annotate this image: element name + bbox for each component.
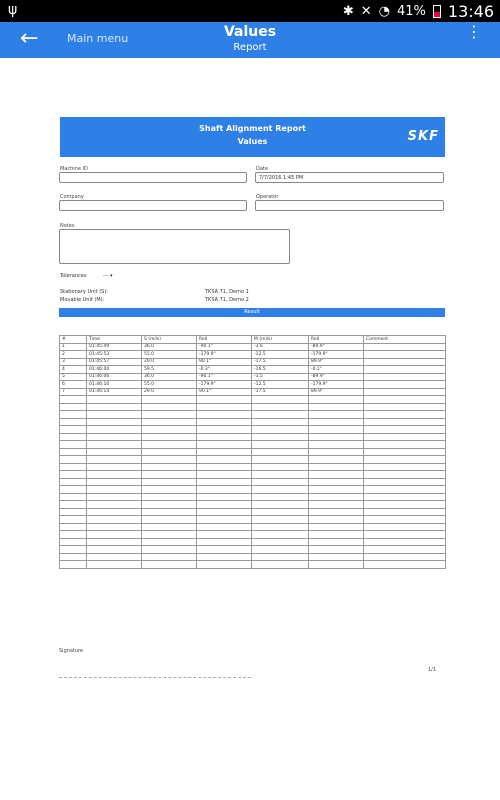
- table-cell: [142, 471, 197, 479]
- table-cell: -17.5: [252, 388, 309, 396]
- table-cell: [309, 508, 364, 516]
- signature-label: Signature: [59, 648, 84, 654]
- table-row: [60, 538, 446, 546]
- table-cell: [309, 478, 364, 486]
- table-cell: 7: [60, 388, 87, 396]
- table-cell: [142, 456, 197, 464]
- table-cell: [60, 418, 87, 426]
- table-row: [60, 373, 446, 381]
- table-row: [60, 381, 446, 389]
- table-cell: [197, 531, 252, 539]
- table-cell: 01:45:49: [87, 343, 142, 351]
- table-cell: 01:45:53: [87, 351, 142, 359]
- table-cell: [252, 523, 309, 531]
- table-cell: [309, 523, 364, 531]
- table-cell: -0.1°: [309, 366, 364, 374]
- table-cell: [364, 388, 446, 396]
- table-cell: [309, 411, 364, 419]
- page-number: 1/1: [428, 667, 437, 673]
- table-cell: [87, 463, 142, 471]
- table-cell: [252, 561, 309, 569]
- table-cell: [197, 456, 252, 464]
- table-cell: -179.9°: [197, 381, 252, 389]
- table-row: [60, 531, 446, 539]
- table-cell: [309, 553, 364, 561]
- table-cell: 29.0: [142, 388, 197, 396]
- table-row: [60, 411, 446, 419]
- table-cell: [197, 441, 252, 449]
- table-cell: 01:46:14: [87, 388, 142, 396]
- table-row: [60, 433, 446, 441]
- table-cell: 89.9°: [309, 388, 364, 396]
- table-cell: 55.0: [142, 381, 197, 389]
- table-cell: [87, 433, 142, 441]
- stationary-unit-value: TKSA 71, Demo 1: [205, 289, 249, 295]
- table-row: [60, 523, 446, 531]
- movable-unit-value: TKSA 71, Demo 2: [205, 297, 249, 303]
- table-row: [60, 463, 446, 471]
- table-cell: -179.9°: [309, 381, 364, 389]
- overflow-menu-icon[interactable]: ⋮: [466, 22, 482, 41]
- table-cell: [87, 546, 142, 554]
- table-cell: [364, 351, 446, 359]
- table-cell: [364, 463, 446, 471]
- table-cell: [87, 471, 142, 479]
- table-cell: [87, 493, 142, 501]
- table-cell: [142, 411, 197, 419]
- table-row: [60, 561, 446, 569]
- table-cell: [87, 538, 142, 546]
- table-cell: [252, 433, 309, 441]
- table-cell: -90.1°: [197, 343, 252, 351]
- table-cell: [309, 501, 364, 509]
- notes-field[interactable]: [59, 229, 290, 264]
- table-cell: [60, 531, 87, 539]
- status-bar: [0, 0, 500, 22]
- table-cell: [252, 493, 309, 501]
- table-cell: [364, 358, 446, 366]
- table-row: [60, 403, 446, 411]
- stationary-unit-label: Stationary Unit (S):: [60, 289, 108, 295]
- table-cell: [252, 478, 309, 486]
- table-cell: [252, 538, 309, 546]
- table-cell: -90.1°: [197, 373, 252, 381]
- table-cell: [364, 546, 446, 554]
- table-cell: [364, 381, 446, 389]
- table-cell: [364, 343, 446, 351]
- table-cell: [142, 486, 197, 494]
- table-cell: [364, 501, 446, 509]
- table-row: [60, 471, 446, 479]
- page-title: Values: [223, 24, 277, 40]
- table-cell: [309, 418, 364, 426]
- table-cell: 3: [60, 358, 87, 366]
- app-bar: [0, 22, 500, 58]
- table-cell: [87, 516, 142, 524]
- table-cell: [252, 553, 309, 561]
- table-cell: -12.5: [252, 381, 309, 389]
- table-header-row: [60, 336, 446, 344]
- movable-unit-label: Movable Unit (M):: [60, 297, 105, 303]
- table-row: [60, 456, 446, 464]
- table-cell: [252, 471, 309, 479]
- skf-logo: SKF: [407, 129, 439, 144]
- table-cell: [142, 538, 197, 546]
- table-cell: [197, 553, 252, 561]
- back-arrow-icon[interactable]: ←: [20, 26, 39, 51]
- table-cell: [87, 426, 142, 434]
- report-subtitle: Values: [237, 137, 268, 146]
- usb-icon: ψ: [8, 2, 18, 18]
- table-cell: [197, 403, 252, 411]
- table-cell: [60, 546, 87, 554]
- table-cell: 89.9°: [309, 358, 364, 366]
- table-cell: [87, 403, 142, 411]
- table-cell: [364, 523, 446, 531]
- main-menu-link[interactable]: Main menu: [67, 32, 129, 45]
- table-cell: 6: [60, 381, 87, 389]
- table-cell: [197, 538, 252, 546]
- table-cell: [364, 561, 446, 569]
- table-row: [60, 508, 446, 516]
- tolerances-select[interactable]: --- ▾: [103, 273, 113, 279]
- col-time-header: Time: [87, 336, 142, 344]
- table-cell: [309, 531, 364, 539]
- table-cell: [87, 561, 142, 569]
- table-cell: [87, 523, 142, 531]
- machine-id-field[interactable]: [59, 172, 247, 183]
- table-cell: [87, 478, 142, 486]
- table-cell: 59.5: [142, 366, 197, 374]
- mute-icon: ✕: [360, 3, 372, 19]
- table-cell: [60, 538, 87, 546]
- table-cell: [60, 561, 87, 569]
- table-row: [60, 351, 446, 359]
- table-cell: [87, 396, 142, 404]
- table-cell: [364, 471, 446, 479]
- table-cell: [60, 523, 87, 531]
- table-cell: [252, 486, 309, 494]
- battery-percent: 41%: [396, 3, 426, 19]
- table-row: [60, 358, 446, 366]
- company-label: Company: [60, 194, 84, 200]
- col-number-header: #: [60, 336, 87, 344]
- table-cell: [252, 516, 309, 524]
- table-cell: [197, 516, 252, 524]
- bluetooth-icon: ✱: [342, 3, 354, 19]
- table-cell: [364, 403, 446, 411]
- col-m-header: M (mils): [252, 336, 309, 344]
- table-cell: [309, 516, 364, 524]
- table-cell: [197, 433, 252, 441]
- table-cell: -89.9°: [309, 343, 364, 351]
- table-cell: -3.6: [252, 343, 309, 351]
- table-row: [60, 396, 446, 404]
- table-cell: [197, 493, 252, 501]
- table-cell: [197, 486, 252, 494]
- table-cell: -179.9°: [309, 351, 364, 359]
- table-cell: [364, 441, 446, 449]
- table-cell: [364, 373, 446, 381]
- table-cell: [87, 553, 142, 561]
- col-s-header: S (mils): [142, 336, 197, 344]
- table-cell: [142, 493, 197, 501]
- table-cell: [142, 516, 197, 524]
- table-cell: [87, 441, 142, 449]
- table-cell: -12.5: [252, 351, 309, 359]
- table-cell: [252, 441, 309, 449]
- table-row: [60, 493, 446, 501]
- operator-label: Operator: [256, 194, 279, 200]
- table-cell: [60, 441, 87, 449]
- table-cell: [309, 486, 364, 494]
- table-cell: [197, 508, 252, 516]
- report-document: [60, 117, 445, 157]
- table-cell: [309, 471, 364, 479]
- table-cell: [60, 501, 87, 509]
- table-cell: -179.9°: [197, 351, 252, 359]
- operator-field[interactable]: [255, 200, 444, 211]
- result-bar: Result: [59, 308, 445, 317]
- table-cell: [60, 433, 87, 441]
- table-cell: [364, 516, 446, 524]
- table-cell: [197, 546, 252, 554]
- table-cell: [60, 493, 87, 501]
- table-cell: [252, 531, 309, 539]
- table-cell: 01:46:06: [87, 373, 142, 381]
- table-cell: 1: [60, 343, 87, 351]
- table-cell: [197, 471, 252, 479]
- table-cell: [87, 448, 142, 456]
- table-cell: [252, 501, 309, 509]
- table-cell: [197, 561, 252, 569]
- table-cell: [309, 403, 364, 411]
- table-cell: [364, 508, 446, 516]
- table-cell: [87, 411, 142, 419]
- table-cell: [364, 531, 446, 539]
- wifi-icon: ◔: [378, 3, 390, 19]
- table-row: [60, 388, 446, 396]
- table-cell: [142, 441, 197, 449]
- table-cell: [197, 396, 252, 404]
- table-cell: [142, 561, 197, 569]
- table-cell: [309, 426, 364, 434]
- notes-label: Notes: [60, 223, 75, 229]
- table-cell: [60, 516, 87, 524]
- table-cell: [309, 433, 364, 441]
- table-cell: [142, 418, 197, 426]
- table-cell: [197, 448, 252, 456]
- table-cell: -89.9°: [309, 373, 364, 381]
- table-cell: 55.0: [142, 351, 197, 359]
- table-row: [60, 418, 446, 426]
- table-cell: [60, 448, 87, 456]
- table-row: [60, 441, 446, 449]
- table-cell: -17.5: [252, 358, 309, 366]
- table-cell: [364, 448, 446, 456]
- col-comment-header: Comment: [364, 336, 446, 344]
- table-row: [60, 546, 446, 554]
- table-cell: [252, 546, 309, 554]
- table-row: [60, 478, 446, 486]
- table-cell: [87, 508, 142, 516]
- table-cell: [252, 456, 309, 464]
- table-cell: [60, 486, 87, 494]
- table-cell: [87, 456, 142, 464]
- table-cell: [60, 456, 87, 464]
- table-cell: [252, 418, 309, 426]
- table-cell: [309, 396, 364, 404]
- table-cell: [309, 463, 364, 471]
- table-cell: 29.0: [142, 358, 197, 366]
- table-cell: [197, 418, 252, 426]
- table-cell: [364, 538, 446, 546]
- table-row: [60, 366, 446, 374]
- table-body: [60, 343, 446, 568]
- table-cell: [309, 456, 364, 464]
- table-cell: [142, 426, 197, 434]
- table-cell: [60, 403, 87, 411]
- table-cell: [197, 463, 252, 471]
- table-cell: [87, 486, 142, 494]
- table-cell: [197, 523, 252, 531]
- table-cell: 4: [60, 366, 87, 374]
- table-cell: [142, 501, 197, 509]
- table-cell: 36.0: [142, 373, 197, 381]
- table-cell: [197, 426, 252, 434]
- table-cell: [142, 463, 197, 471]
- table-cell: [60, 508, 87, 516]
- table-row: [60, 448, 446, 456]
- table-cell: [142, 531, 197, 539]
- table-cell: [60, 396, 87, 404]
- table-cell: [142, 433, 197, 441]
- table-cell: [87, 501, 142, 509]
- table-cell: [252, 426, 309, 434]
- table-cell: [252, 508, 309, 516]
- table-cell: [364, 478, 446, 486]
- machine-id-label: Machine ID: [60, 166, 88, 172]
- table-cell: [309, 441, 364, 449]
- table-cell: [142, 553, 197, 561]
- table-cell: 90.1°: [197, 388, 252, 396]
- table-cell: [142, 448, 197, 456]
- table-cell: [197, 478, 252, 486]
- table-cell: [252, 396, 309, 404]
- table-row: [60, 343, 446, 351]
- table-cell: 90.1°: [197, 358, 252, 366]
- page-subtitle: Report: [233, 42, 267, 53]
- date-field[interactable]: 7/7/2016 1:45 PM: [255, 172, 444, 183]
- table-cell: [197, 411, 252, 419]
- table-cell: 2: [60, 351, 87, 359]
- table-row: [60, 501, 446, 509]
- table-cell: [364, 486, 446, 494]
- table-cell: [60, 478, 87, 486]
- table-cell: [87, 531, 142, 539]
- tolerances-label: Tolerances: [60, 273, 87, 279]
- table-cell: [142, 478, 197, 486]
- table-cell: [252, 403, 309, 411]
- col-s-roll-header: Roll: [197, 336, 252, 344]
- table-cell: 01:45:57: [87, 358, 142, 366]
- table-cell: [60, 471, 87, 479]
- battery-icon: [433, 5, 441, 18]
- col-m-roll-header: Roll: [309, 336, 364, 344]
- table-cell: [364, 426, 446, 434]
- table-cell: [197, 501, 252, 509]
- table-cell: -0.3°: [197, 366, 252, 374]
- table-cell: 5: [60, 373, 87, 381]
- table-row: [60, 486, 446, 494]
- table-cell: 01:46:00: [87, 366, 142, 374]
- table-cell: [364, 366, 446, 374]
- table-cell: [142, 508, 197, 516]
- table-cell: -16.5: [252, 366, 309, 374]
- table-cell: -1.5: [252, 373, 309, 381]
- report-header: [60, 117, 445, 157]
- table-cell: [364, 418, 446, 426]
- table-cell: [252, 463, 309, 471]
- table-row: [60, 516, 446, 524]
- table-cell: [309, 561, 364, 569]
- table-cell: [364, 456, 446, 464]
- table-cell: [60, 426, 87, 434]
- table-row: [60, 553, 446, 561]
- table-cell: [60, 463, 87, 471]
- table-cell: [60, 411, 87, 419]
- table-cell: [309, 546, 364, 554]
- company-field[interactable]: [59, 200, 247, 211]
- table-cell: [60, 553, 87, 561]
- table-cell: [142, 396, 197, 404]
- table-cell: [364, 493, 446, 501]
- clock: 13:46: [447, 1, 494, 21]
- table-row: [60, 426, 446, 434]
- table-cell: 36.0: [142, 343, 197, 351]
- table-cell: [252, 448, 309, 456]
- table-cell: [142, 546, 197, 554]
- table-cell: [252, 411, 309, 419]
- table-cell: [364, 411, 446, 419]
- values-table: [59, 335, 446, 569]
- table-cell: [364, 553, 446, 561]
- report-title: Shaft Alignment Report: [199, 124, 306, 133]
- signature-line: [59, 677, 251, 678]
- table-cell: [309, 538, 364, 546]
- table-cell: [309, 448, 364, 456]
- table-cell: [364, 433, 446, 441]
- table-cell: [142, 523, 197, 531]
- table-cell: [87, 418, 142, 426]
- table-cell: [309, 493, 364, 501]
- table-cell: [142, 403, 197, 411]
- table-cell: [364, 396, 446, 404]
- table-cell: 01:46:10: [87, 381, 142, 389]
- date-label: Date: [256, 166, 268, 172]
